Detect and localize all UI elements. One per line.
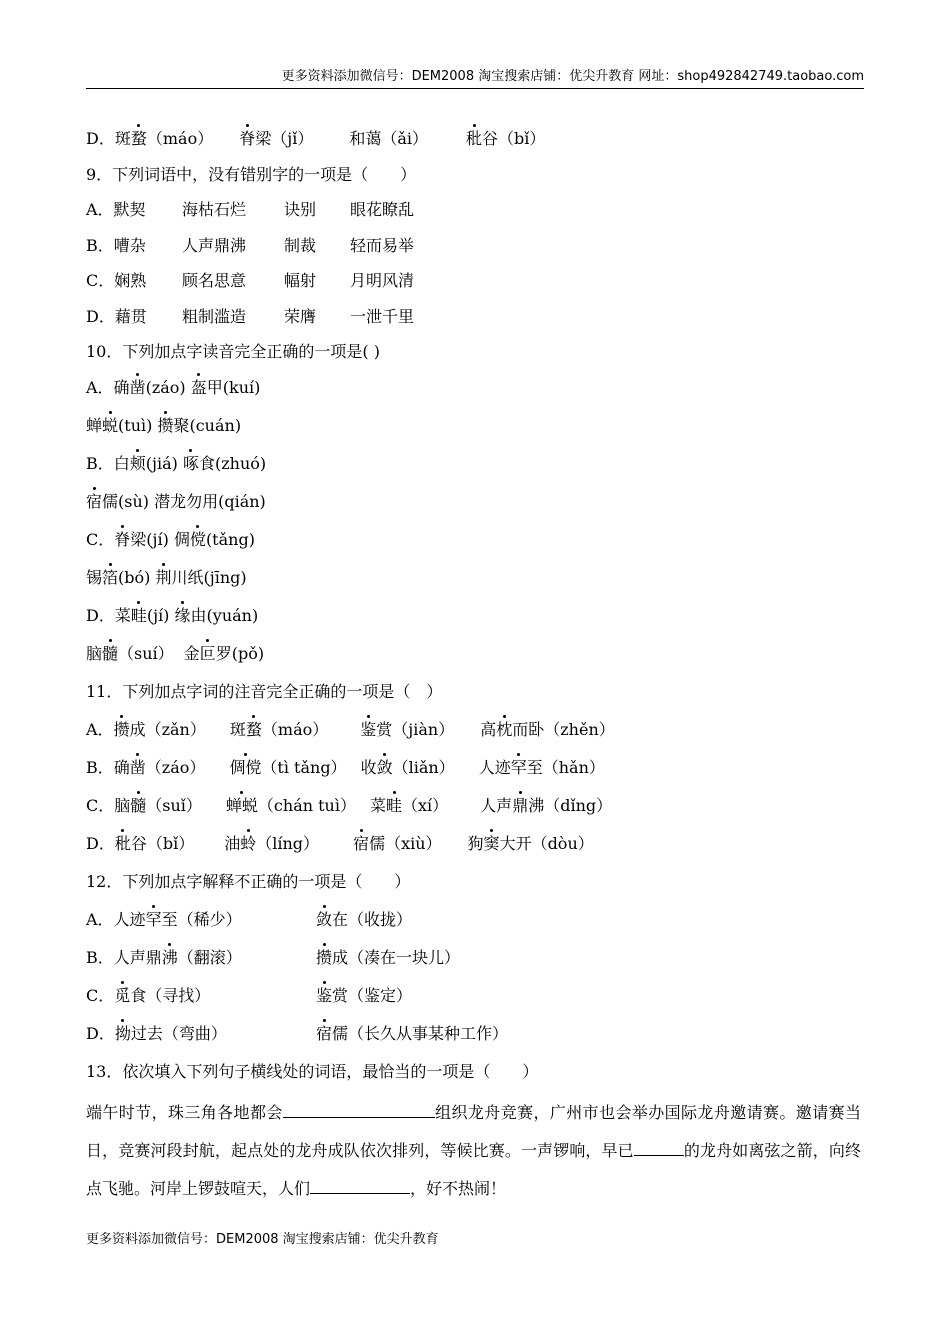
- text: C．: [86, 529, 115, 549]
- q10-option-a: [86, 375, 866, 413]
- text: 食（寻找）: [130, 985, 211, 1005]
- text: (záo): [145, 377, 191, 397]
- text: 沸（dǐng）: [528, 795, 613, 815]
- text: A．确: [86, 377, 130, 397]
- text: 赏（jiàn）: [376, 719, 455, 739]
- text: 高: [480, 719, 497, 739]
- dotted-char: 觅: [114, 983, 130, 1009]
- text: B．确: [86, 757, 130, 777]
- word: 粗制滥造: [182, 306, 247, 326]
- dotted-char: 畦: [386, 793, 402, 819]
- word: 顾名思意: [182, 271, 247, 290]
- text: 和蔼（ǎi）: [349, 129, 428, 148]
- text: 菜: [369, 795, 386, 815]
- question-13: 13．依次填入下列句子横线处的词语，最恰当的一项是（ ）: [86, 1061, 539, 1081]
- q12-option-c: [86, 983, 866, 1021]
- text: 至（稀少）: [161, 909, 242, 929]
- text: 金: [183, 643, 200, 663]
- text: （suǐ）: [146, 795, 202, 815]
- text: （suí）: [118, 643, 174, 663]
- q13-passage: [86, 1094, 861, 1208]
- text: D．菜: [86, 605, 131, 625]
- dotted-char: 脊: [239, 126, 255, 152]
- text: D．: [86, 833, 115, 853]
- dotted-char: 缘: [175, 603, 191, 629]
- q12-option-a: [86, 907, 866, 945]
- text: 儒(sù): [102, 491, 155, 511]
- dotted-char: 敛: [377, 755, 393, 781]
- q11-option-b: [86, 755, 866, 793]
- text: 川纸(jīng): [171, 567, 247, 587]
- dotted-char: 秕: [466, 126, 482, 152]
- text: 而卧（zhěn）: [512, 719, 615, 739]
- q11-option-a: [86, 717, 866, 755]
- dotted-char: 畦: [131, 603, 147, 629]
- text: 儒（长久从事某种工作）: [332, 1023, 509, 1043]
- dotted-char: 窦: [484, 831, 500, 857]
- word: A．默契: [86, 200, 146, 219]
- text: 脑: [86, 643, 103, 663]
- q10-option-d: [86, 603, 866, 641]
- dotted-char: 脊: [114, 527, 130, 553]
- text: (tuì): [118, 415, 158, 435]
- dotted-char: 枕: [496, 717, 512, 743]
- dotted-char: 荆: [155, 565, 171, 591]
- text: 蝉: [86, 415, 103, 435]
- q11-option-c: [86, 793, 866, 831]
- dotted-char: 鉴: [360, 717, 376, 743]
- q11-option-d: [86, 831, 866, 869]
- text: （záo）: [145, 757, 206, 777]
- text: (tǎng): [205, 529, 255, 549]
- option-line: [86, 126, 866, 162]
- word: 眼花瞭乱: [350, 200, 415, 219]
- q10-option-d-cont: [86, 641, 866, 679]
- dotted-char: 傥: [190, 527, 206, 553]
- text: （tì tǎng）: [261, 757, 347, 777]
- text: A．: [86, 719, 114, 739]
- dotted-char: 叵: [200, 641, 216, 667]
- text: 由(yuán): [190, 605, 259, 625]
- text: （líng）: [256, 833, 320, 853]
- text: 组织龙舟竞赛，广州市也会举办国际龙舟邀请赛。邀请赛当日，竞赛河段封航，起点处的龙舟成队依次排列，等候比赛。一声锣响，早已: [86, 1103, 861, 1160]
- dotted-char: 敛: [316, 907, 332, 933]
- text: （máo）: [146, 129, 214, 148]
- word: C．娴熟: [86, 271, 147, 290]
- option-left: [86, 983, 316, 1009]
- text: 谷（bǐ）: [130, 833, 195, 853]
- dotted-char: 鉴: [316, 983, 332, 1009]
- word: 一泄千里: [350, 306, 415, 326]
- word: 海枯石烂: [182, 200, 247, 219]
- text: 至（hǎn）: [526, 757, 605, 777]
- q12-option-b: [86, 945, 866, 983]
- dotted-char: 啄: [183, 451, 199, 477]
- text: 甲(kuí): [206, 377, 261, 397]
- text: 成（凑在一块儿）: [332, 947, 461, 967]
- text: D．: [86, 1023, 115, 1043]
- dotted-char: 箔: [102, 565, 118, 591]
- word: 制裁: [284, 235, 317, 255]
- dotted-char: 蝥: [246, 717, 262, 743]
- text: 儒（xiù）: [369, 833, 442, 853]
- word: D．藉贯: [86, 306, 147, 326]
- text: （xí）: [402, 795, 449, 815]
- word: 诀别: [284, 200, 317, 219]
- dotted-char: 罕: [511, 755, 527, 781]
- q10-option-c: [86, 527, 866, 565]
- text: 食(zhuó): [198, 453, 267, 473]
- text: 罗(pǒ): [215, 643, 265, 663]
- blank-1[interactable]: [283, 1099, 435, 1118]
- option-left: [86, 907, 316, 933]
- text: 梁(jí) 倜: [130, 529, 190, 549]
- dotted-char: 凿: [130, 755, 146, 781]
- text: 收: [360, 757, 377, 777]
- text: 人声: [480, 795, 513, 815]
- question-9: 9．下列词语中，没有错别字的一项是（ ）: [86, 164, 417, 184]
- text: 在（收拢）: [332, 909, 413, 929]
- text: 成（zǎn）: [129, 719, 206, 739]
- dotted-char: 蝥: [131, 126, 147, 152]
- word: 幅射: [284, 271, 317, 290]
- text: （máo）: [261, 719, 329, 739]
- text: ，好不热闹！: [410, 1179, 507, 1198]
- q9-option-a: [86, 197, 866, 233]
- text: (jiá): [145, 453, 183, 473]
- dotted-char: 鼎: [512, 793, 528, 819]
- dotted-char: 蛉: [240, 831, 256, 857]
- dotted-char: 拗: [115, 1021, 131, 1047]
- dotted-char: 攒: [114, 717, 130, 743]
- word: 轻而易举: [350, 235, 415, 255]
- text: 大开（dòu）: [499, 833, 594, 853]
- question-12: 12．下列加点字解释不正确的一项是（ ）: [86, 871, 411, 891]
- option-left: [86, 945, 316, 971]
- text: 谷（bǐ）: [482, 129, 546, 148]
- text: 过去（弯曲）: [130, 1023, 227, 1043]
- dotted-char: 凿: [130, 375, 146, 401]
- text: 端午时节，珠三角各地都会: [86, 1103, 283, 1122]
- q9-option-d: [86, 304, 866, 340]
- text: 梁（jǐ）: [255, 129, 314, 148]
- text: 锡: [86, 567, 103, 587]
- dotted-char: 蜕: [102, 413, 118, 439]
- q9-option-c: [86, 268, 866, 304]
- q10-option-b: [86, 451, 866, 489]
- dotted-char: 攒: [316, 945, 332, 971]
- dotted-char: 盔: [191, 375, 207, 401]
- dotted-char: 髓: [130, 793, 146, 819]
- word: 月明风清: [350, 271, 415, 290]
- text: 人迹: [478, 757, 511, 777]
- text: （liǎn）: [392, 757, 455, 777]
- text: (jí): [146, 605, 175, 625]
- text: (bó): [118, 567, 156, 587]
- text: D．斑: [86, 129, 131, 148]
- text: 赏（鉴定）: [332, 985, 413, 1005]
- dotted-char: 蝉蜕: [226, 793, 258, 819]
- document-body: [86, 126, 866, 1208]
- dotted-char: 攒: [157, 413, 173, 439]
- dotted-char: 颊: [130, 451, 146, 477]
- text: 油: [224, 833, 241, 853]
- q10-option-c-cont: [86, 565, 866, 603]
- text: 的龙舟如离弦之箭，向终点飞驰。河岸上锣鼓喧天，人们: [86, 1141, 861, 1198]
- dotted-char: 秕: [115, 831, 131, 857]
- text: C．: [86, 985, 115, 1005]
- question-10: 10．下列加点字读音完全正确的一项是( ): [86, 342, 380, 361]
- text: B．白: [86, 453, 130, 473]
- text: （chán tuì）: [257, 795, 356, 815]
- dotted-char: 罕: [146, 907, 162, 933]
- dotted-char: 沸: [162, 945, 178, 971]
- text: 狗: [467, 833, 484, 853]
- page-footer: 更多资料添加微信号：DEM2008 淘宝搜索店铺：优尖升教育: [86, 1232, 439, 1247]
- word: 人声鼎沸: [182, 235, 247, 255]
- dotted-char: 倜傥: [229, 755, 261, 781]
- page-header: 更多资料添加微信号：DEM2008 淘宝搜索店铺：优尖升教育 网址：shop492842749.taobao.com: [86, 68, 864, 89]
- q12-option-d: [86, 1021, 866, 1059]
- q9-option-b: [86, 233, 866, 269]
- word: 荣膺: [284, 306, 317, 326]
- blank-2[interactable]: [634, 1137, 684, 1156]
- dotted-char: 宿: [353, 831, 369, 857]
- text: 斑: [229, 719, 246, 739]
- dotted-char: 宿: [86, 489, 102, 515]
- text: （翻滚）: [177, 947, 242, 967]
- option-left: [86, 1021, 316, 1047]
- q10-option-b-cont: [86, 489, 866, 527]
- text: 潜龙勿用(qián): [154, 491, 266, 511]
- word: B．嘈杂: [86, 235, 146, 255]
- text: 聚(cuán): [173, 415, 242, 435]
- question-11: 11．下列加点字词的注音完全正确的一项是（ ）: [86, 681, 443, 701]
- text: A．人迹: [86, 909, 146, 929]
- q10-option-a-cont: [86, 413, 866, 451]
- text: B．人声鼎: [86, 947, 162, 967]
- blank-3[interactable]: [310, 1175, 410, 1194]
- dotted-char: 宿: [316, 1021, 332, 1047]
- dotted-char: 髓: [102, 641, 118, 667]
- text: C．脑: [86, 795, 131, 815]
